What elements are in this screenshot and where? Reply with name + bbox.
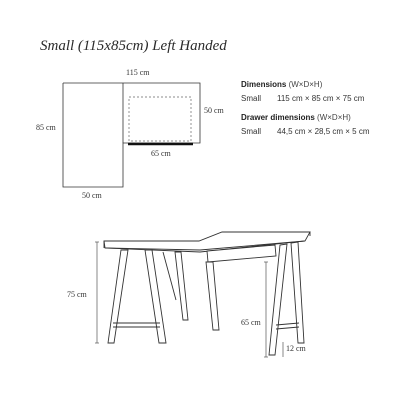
plan-width-label: 115 cm <box>126 68 150 77</box>
drawer-dimensions-value: 44,5 cm × 28,5 cm × 5 cm <box>277 127 370 136</box>
drawer-dimensions-heading: Drawer dimensions (W×D×H) <box>241 113 351 122</box>
dimensions-value: 115 cm × 85 cm × 75 cm <box>277 94 365 103</box>
diagram-title: Small (115x85cm) Left Handed <box>40 38 227 54</box>
drawer-width-label: 65 cm <box>151 149 171 158</box>
plan-depth-label: 85 cm <box>36 123 56 132</box>
return-width-label: 50 cm <box>82 191 102 200</box>
drawer-dimensions-size: Small <box>241 127 262 136</box>
drawer-gap-label: 12 cm <box>286 344 306 353</box>
drawer-depth-label: 50 cm <box>204 106 224 115</box>
left-trestle <box>108 250 188 343</box>
dimensions-heading: Dimensions (W×D×H) <box>241 80 323 89</box>
dimensions-size: Small <box>241 94 262 103</box>
height-label: 75 cm <box>67 290 87 299</box>
leg-height-label: 65 cm <box>241 318 261 327</box>
